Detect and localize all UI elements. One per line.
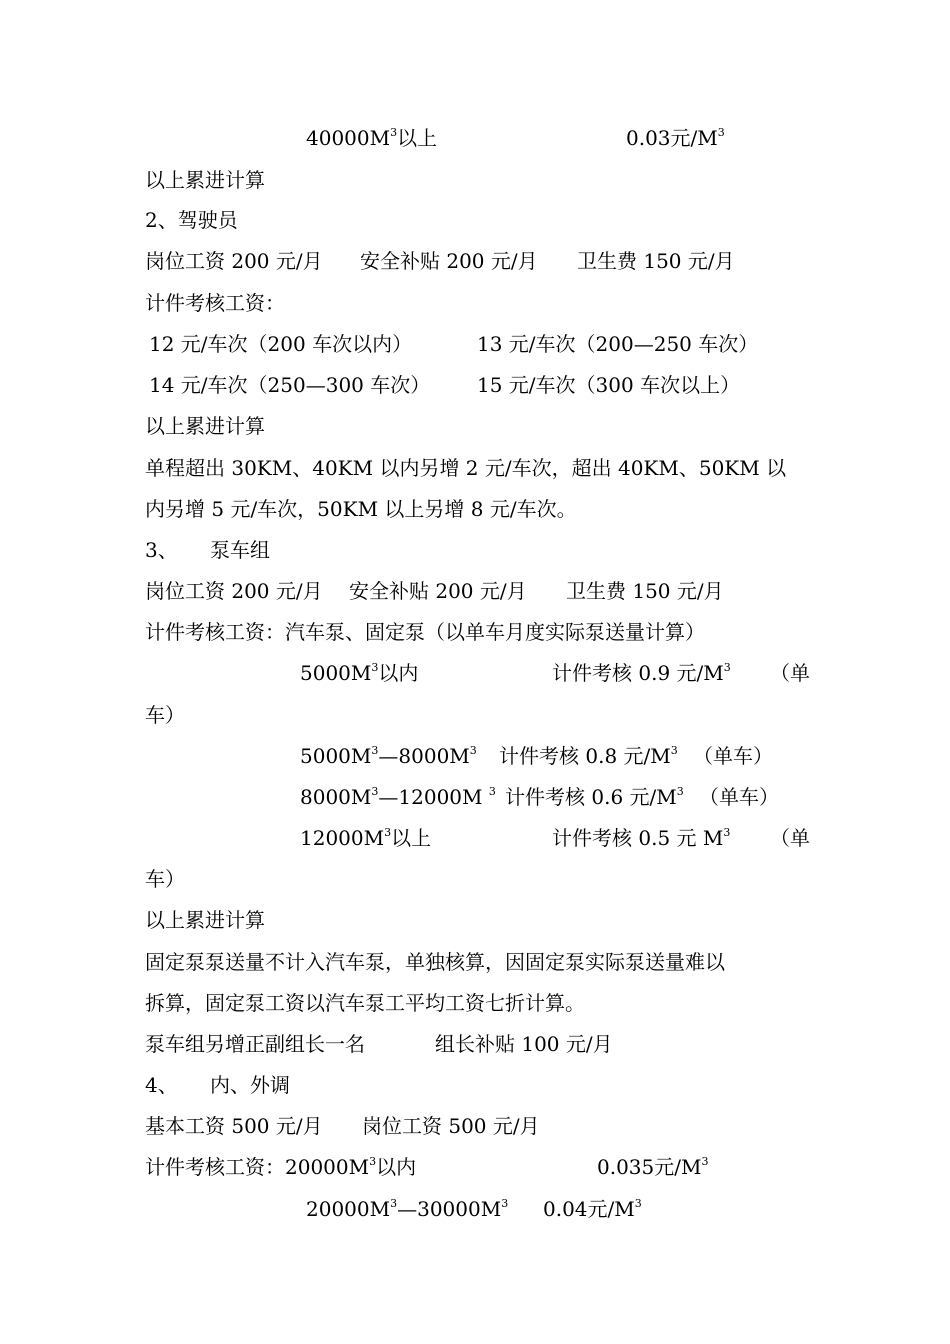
cumulative-note: 以上累进计算 (145, 908, 265, 932)
pump-tier-1-rate: 计件考核 0.9 元$/M^3$ (552, 661, 731, 685)
section-heading-transfer: 内、外调 (210, 1073, 290, 1097)
pump-post-wage: 岗位工资 200 元/月 (145, 579, 323, 603)
tier-40000-rate: 0.03元$/M^3$ (626, 126, 725, 150)
section-heading-pump-crew: 泵车组 (210, 538, 270, 562)
section-heading-driver: 2、驾驶员 (145, 208, 238, 232)
pump-tier-1-unit: （单 (770, 661, 810, 685)
distance-surcharge-line-2: 内另增 5 元/车次，50KM 以上另增 8 元/车次。 (145, 497, 577, 521)
transfer-tier-1-range: 计件考核工资：$20000M^3$以内 (145, 1155, 417, 1179)
transfer-tier-1-rate: 0.035元$/M^3$ (597, 1155, 709, 1179)
pump-tier-3-rate: 计件考核 0.6 元$/M^3$ (505, 785, 684, 809)
pump-tier-2-range: $5000M^3—8000M^3$ (300, 744, 477, 768)
pump-tier-3-range: $8000M^3—12000M$ $^3$ (300, 785, 496, 809)
pump-hygiene-fee: 卫生费 150 元/月 (566, 579, 724, 603)
trip-rate-1: 12 元/车次（200 车次以内） (149, 332, 413, 356)
transfer-tier-2-rate: 0.04元$/M^3$ (543, 1197, 642, 1221)
transfer-tier-2-range: $20000M^3—30000M^3$ (306, 1197, 509, 1221)
trip-rate-4: 15 元/车次（300 车次以上） (477, 373, 741, 397)
cumulative-note: 以上累进计算 (145, 168, 265, 192)
fixed-pump-note-line-1: 固定泵泵送量不计入汽车泵，单独核算，因固定泵实际泵送量难以 (145, 950, 725, 974)
section-number-4: 4、 (145, 1073, 178, 1097)
section-number-3: 3、 (145, 538, 178, 562)
pump-tier-4-unit-cont: 车） (145, 867, 185, 891)
pump-tier-4-range: $12000M^3$以上 (300, 826, 432, 850)
pump-safety-subsidy: 安全补贴 200 元/月 (349, 579, 527, 603)
driver-hygiene-fee: 卫生费 150 元/月 (577, 249, 735, 273)
group-leader-note: 泵车组另增正副组长一名 (145, 1032, 365, 1056)
pump-tier-1-range: $5000M^3$以内 (300, 661, 419, 685)
pump-piecework-label: 计件考核工资：汽车泵、固定泵（以单车月度实际泵送量计算） (145, 620, 705, 644)
transfer-post-wage: 岗位工资 500 元/月 (362, 1114, 540, 1138)
pump-tier-2-rate: 计件考核 0.8 元$/M^3$ (499, 744, 678, 768)
pump-tier-1-unit-cont: 车） (145, 703, 185, 727)
pump-tier-2-unit: （单车） (693, 744, 773, 768)
pump-tier-4-unit: （单 (770, 826, 810, 850)
trip-rate-2: 13 元/车次（200—250 车次） (477, 332, 759, 356)
pump-tier-4-rate: 计件考核 0.5 元 $M^3$ (552, 826, 731, 850)
distance-surcharge-line-1: 单程超出 30KM、40KM 以内另增 2 元/车次，超出 40KM、50KM 以 (145, 456, 787, 480)
trip-rate-3: 14 元/车次（250—300 车次） (149, 373, 431, 397)
tier-40000-label: $40000M^3$以上 (306, 126, 438, 150)
pump-tier-3-unit: （单车） (699, 785, 779, 809)
driver-post-wage: 岗位工资 200 元/月 (145, 249, 323, 273)
transfer-base-wage: 基本工资 500 元/月 (145, 1114, 323, 1138)
cumulative-note: 以上累进计算 (145, 414, 265, 438)
group-leader-subsidy: 组长补贴 100 元/月 (435, 1032, 613, 1056)
piecework-label: 计件考核工资： (145, 291, 285, 315)
fixed-pump-note-line-2: 拆算，固定泵工资以汽车泵工平均工资七折计算。 (145, 991, 585, 1015)
driver-safety-subsidy: 安全补贴 200 元/月 (360, 249, 538, 273)
